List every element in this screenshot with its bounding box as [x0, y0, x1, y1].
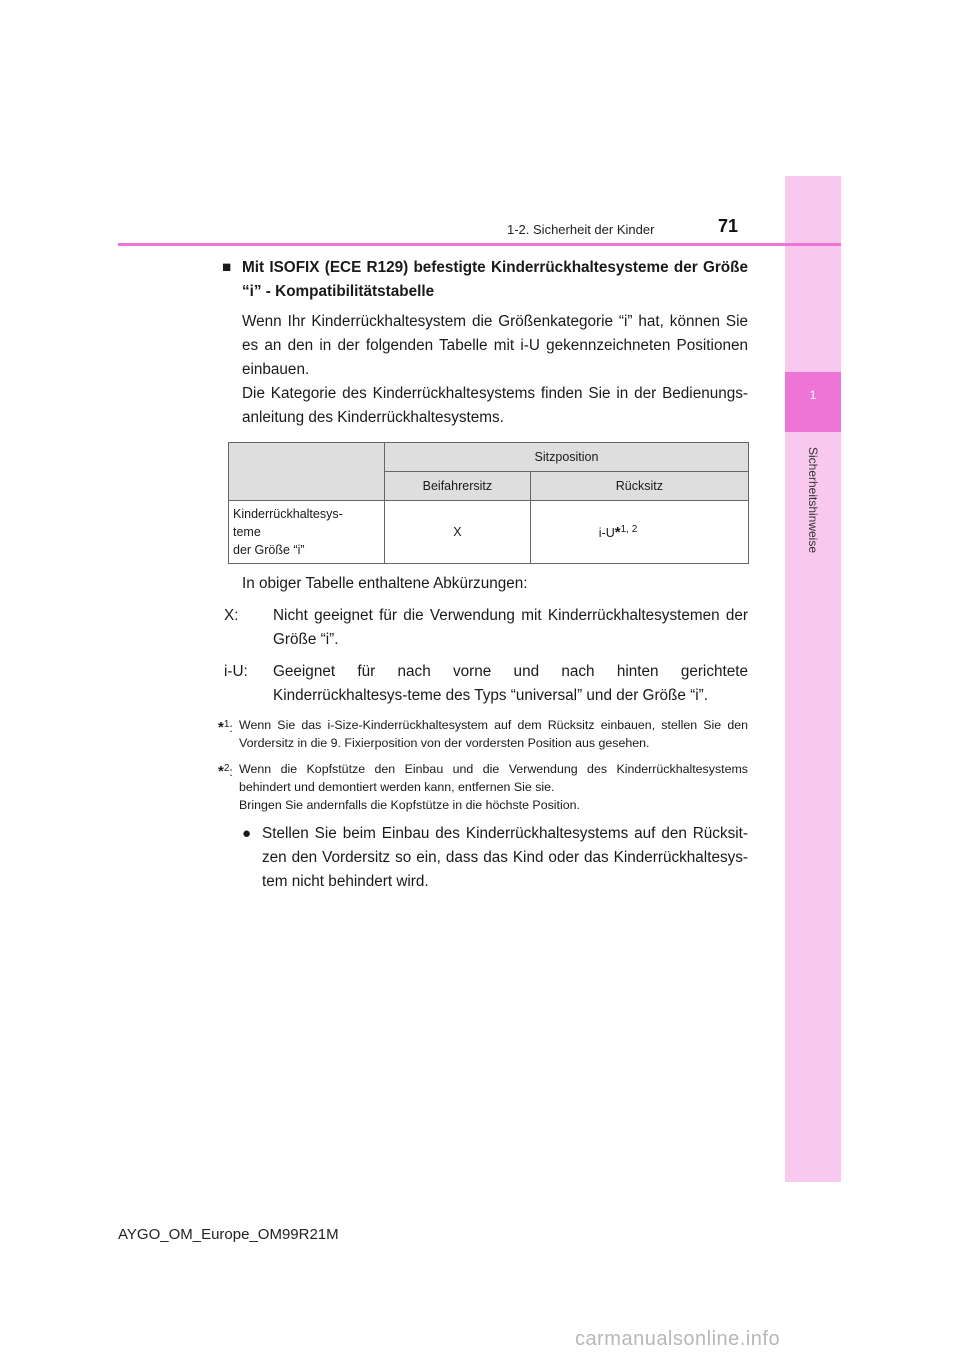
table-group-header: Sitzposition	[385, 443, 749, 472]
footnote-star-icon: *	[218, 763, 224, 781]
chapter-number: 1	[809, 388, 817, 402]
footnote-number: 2	[223, 763, 230, 774]
note-bullet	[242, 822, 748, 894]
footnote-mark	[218, 760, 239, 814]
watermark-text[interactable]: carmanualsonline.info	[575, 1328, 781, 1350]
row-label-line-2: teme	[233, 525, 261, 539]
footnote-colon: :	[229, 765, 233, 780]
row-label-line-1: Kinderrückhaltesys-	[233, 507, 343, 521]
dot-bullet-icon: ●	[242, 825, 252, 842]
footnote-1	[218, 716, 748, 752]
table-col-rear-seat: Rücksitz	[530, 472, 748, 501]
chapter-side-tab	[785, 176, 841, 1182]
paragraph-2: Die Kategorie des Kinderrückhaltesystems finden Sie in der Bedienungs-anleitung des Kinderrückhaltesystems.	[242, 385, 748, 426]
footnote-star-icon: *	[614, 524, 621, 542]
page-number: 71	[718, 216, 739, 236]
footnote-text: Wenn Sie das i-Size-Kinderrückhaltesystem auf dem Rücksitz einbauen, stellen Sie den Vordersitz in die 9. Fixierposition von der vordersten Position aus gesehen.	[239, 718, 748, 750]
footnote-number: 1	[223, 719, 230, 730]
table-row-label	[229, 501, 385, 564]
footnote-text	[239, 760, 748, 814]
chapter-title: Sicherheitshinweise	[806, 446, 820, 554]
chapter-tab-active	[785, 372, 841, 432]
rear-value-sup: 1, 2	[620, 524, 638, 536]
abbr-text: Nicht geeignet für die Verwendung mit Kinderrückhaltesystemen der Größe “i”.	[273, 607, 748, 648]
heading-text: Mit ISOFIX (ECE R129) befestigte Kinderrückhaltesysteme der Größe “i” - Kompatibilitätstabelle	[242, 259, 748, 300]
rear-value: i-U	[598, 526, 615, 541]
footnote-text-line-1: Wenn die Kopfstütze den Einbau und die Verwendung des Kinderrückhaltesystems behindert und demontiert werden kann, entfernen Sie sie.	[239, 762, 748, 794]
header-divider	[118, 243, 841, 246]
footnote-2	[218, 760, 748, 814]
square-bullet-icon: ■	[222, 259, 232, 276]
footnote-mark	[218, 716, 239, 752]
table-corner-cell	[229, 443, 385, 501]
document-code: AYGO_OM_Europe_OM99R21M	[118, 1226, 339, 1243]
footnote-text-line-2: Bringen Sie andernfalls die Kopfstütze in die höchste Position.	[239, 798, 580, 812]
abbr-key: X:	[224, 607, 239, 624]
header-section-title: 1-2. Sicherheit der Kinder	[507, 222, 655, 237]
note-bullet-text: Stellen Sie beim Einbau des Kinderrückhaltesystems auf den Rücksit-zen den Vordersitz so ein, dass das Kind oder das Kinderrückhaltesys-tem nicht behindert wird.	[262, 825, 748, 890]
abbreviation-iu	[224, 660, 748, 708]
table-col-passenger-seat: Beifahrersitz	[385, 472, 531, 501]
footnote-colon: :	[229, 721, 233, 736]
abbreviation-x	[224, 604, 748, 652]
row-label-line-3: der Größe “i”	[233, 543, 305, 557]
table-cell-passenger: X	[385, 501, 531, 564]
abbr-key: i-U:	[224, 663, 248, 680]
abbr-text: Geeignet für nach vorne und nach hinten gerichtete Kinderrückhaltesys-teme des Typs “universal” und der Größe “i”.	[273, 663, 748, 704]
footnote-star-icon: *	[218, 719, 224, 737]
paragraph-1: Wenn Ihr Kinderrückhaltesystem die Größenkategorie “i” hat, können Sie es an den in der folgenden Tabelle mit i-U gekennzeichneten Positionen einbauen.	[242, 313, 748, 378]
main-content	[218, 256, 748, 894]
table-cell-rear	[530, 501, 748, 564]
abbreviations-intro: In obiger Tabelle enthaltene Abkürzungen:	[242, 575, 528, 592]
compatibility-table	[228, 442, 749, 564]
section-heading	[222, 256, 748, 304]
